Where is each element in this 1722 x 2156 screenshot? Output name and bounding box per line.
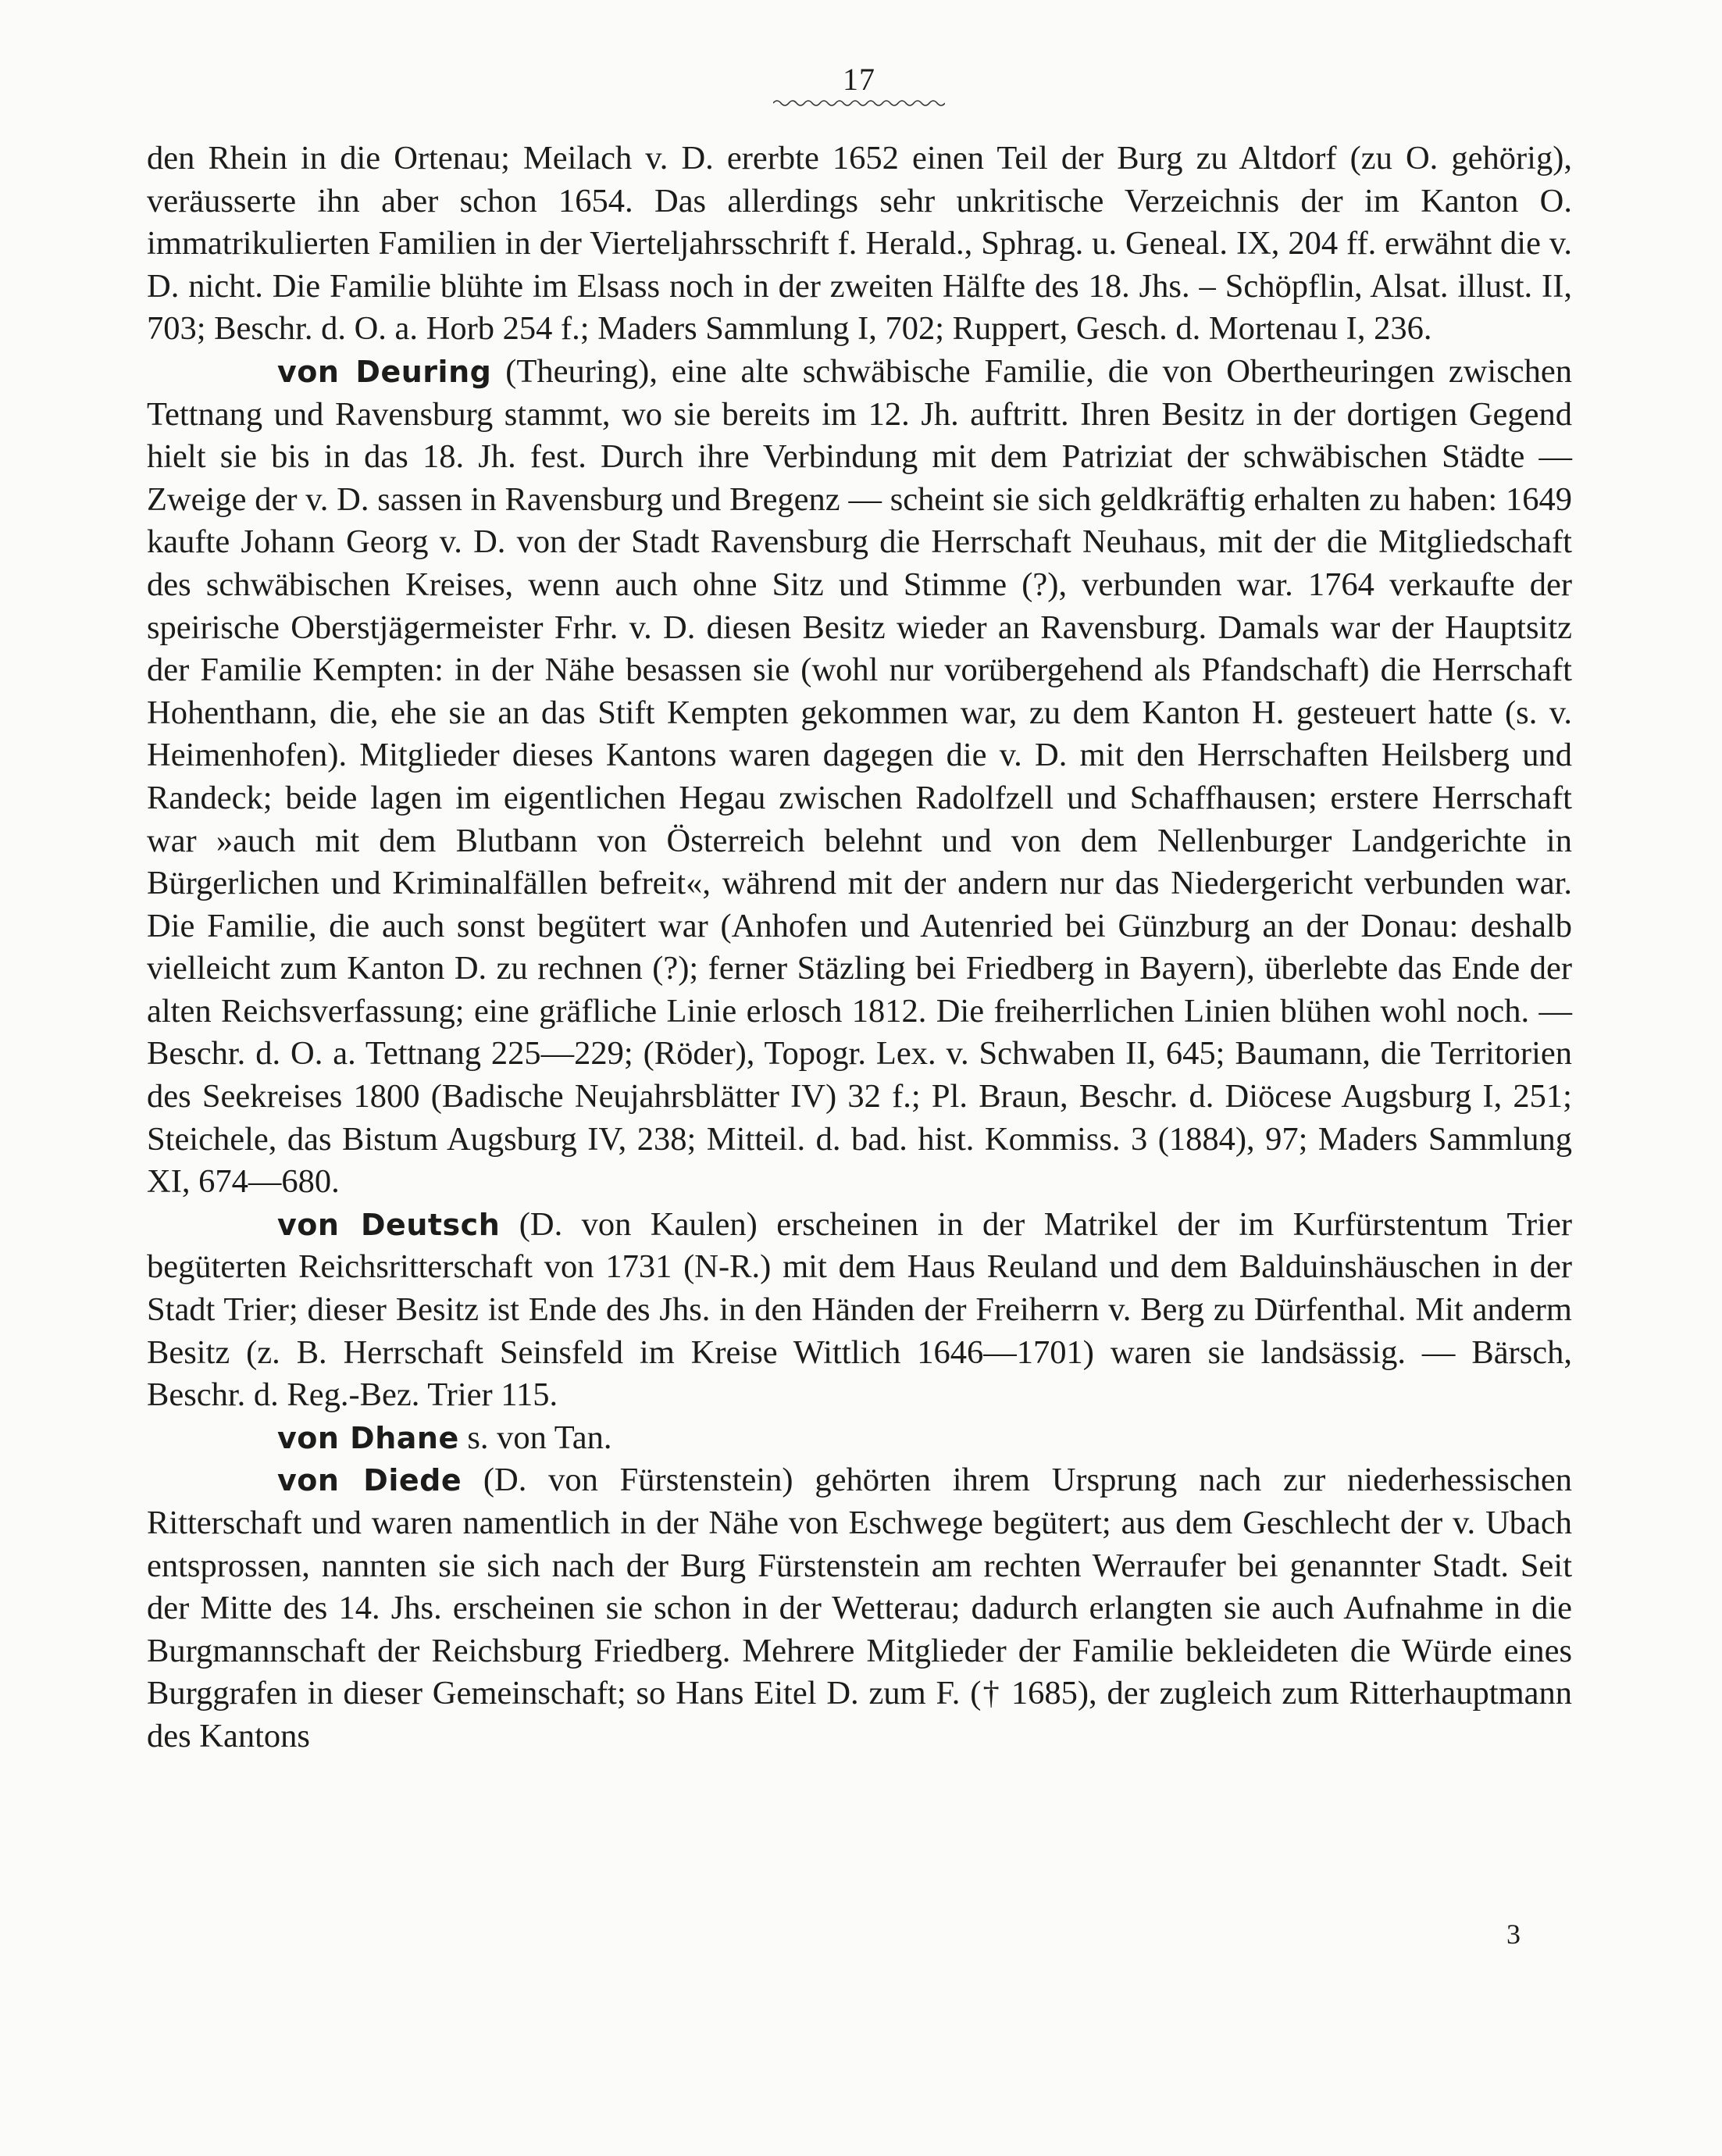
entry-text: s. von Tan. [458,1419,612,1456]
entry-name: von Deuring [277,354,492,389]
entry-name: von Dhane [277,1420,459,1455]
entry-name: von Deutsch [277,1207,501,1242]
entry-von-deutsch [147,1204,1572,1417]
entry-von-diede [147,1459,1572,1758]
page-number: 17 [843,62,875,97]
entry-von-dhane [147,1417,1572,1460]
entry-text: (D. von Fürstenstein) gehörten ihrem Ursprung nach zur niederhessischen Ritterschaft und waren namentlich in der Nähe von Eschwege begütert; aus dem Geschlecht der v. Ubach entsprossen, nannten sie sich nach der Burg Fürstenstein am rechten Werraufer bei genannter Stadt. Seit der Mitte des 14. Jhs. erscheinen sie schon in der Wetterau; dadurch erlangten sie auch Aufnahme in die Burgmannschaft der Reichsburg Friedberg. Mehrere Mitglieder der Familie bekleideten die Würde eines Burggrafen in dieser Gemeinschaft; so Hans Eitel D. zum F. († 1685), der zugleich zum Ritterhauptmann des Kantons [147,1462,1572,1754]
entry-von-deuring [147,351,1572,1204]
signature-mark: 3 [1506,1919,1521,1950]
entry-text: (Theuring), eine alte schwäbische Familie, die von Obertheuringen zwischen Tettnang und Ravensburg stammt, wo sie bereits im 12. Jh. auftritt. Ihren Besitz in der dortigen Gegend hielt sie bis in das 18. Jh. fest. Durch ihre Verbindung mit dem Patriziat der schwäbischen Städte — Zweige der v. D. sassen in Ravensburg und Bregenz — scheint sie sich geldkräftig erhalten zu haben: 1649 kaufte Johann Georg v. D. von der Stadt Ravensburg die Herrschaft Neuhaus, mit der die Mitgliedschaft des schwäbischen Kreises, wenn auch ohne Sitz und Stimme (?), verbunden war. 1764 verkaufte der speirische Oberstjägermeister Frhr. v. D. diesen Besitz wieder an Ravensburg. Damals war der Hauptsitz der Familie Kempten: in der Nähe besassen sie (wohl nur vorübergehend als Pfandschaft) die Herrschaft Hohenthann, die, ehe sie an das Stift Kempten gekommen war, zu dem Kanton H. gesteuert hatte (s. v. Heimenhofen). Mitglieder dieses Kantons waren dagegen die v. D. mit den Herrschaften Heilsberg und Randeck; beide lagen im eigentlichen Hegau zwischen Radolfzell und Schaffhausen; erstere Herrschaft war »auch mit dem Blutbann von Österreich belehnt und von dem Nellenburger Landgerichte in Bürgerlichen und Kriminalfällen befreit«, während mit der andern nur das Niedergericht verbunden war. Die Familie, die auch sonst begütert war (Anhofen und Autenried bei Günzburg an der Donau: deshalb vielleicht zum Kanton D. zu rechnen (?); ferner Stäzling bei Friedberg in Bayern), überlebte das Ende der alten Reichsverfassung; eine gräfliche Linie erlosch 1812. Die freiherrlichen Linien blühen wohl noch. — Beschr. d. O. a. Tettnang 225—229; (Röder), Topogr. Lex. v. Schwaben II, 645; Baumann, die Territorien des Seekreises 1800 (Badische Neujahrsblätter IV) 32 f.; Pl. Braun, Beschr. d. Diöcese Augsburg I, 251; Steichele, das Bistum Augsburg IV, 238; Mitteil. d. bad. hist. Kommiss. 3 (1884), 97; Maders Sammlung XI, 674—680. [147,352,1573,1201]
paragraph-continuation [147,137,1572,351]
entry-name: von Diede [277,1463,462,1498]
paragraph-text: den Rhein in die Ortenau; Meilach v. D. ererbte 1652 einen Teil der Burg zu Altdorf (zu O. gehörig), veräusserte ihn aber schon 1654. Das allerdings sehr unkritische Verzeichnis der im Kanton O. immatrikulierten Familien in der Vierteljahrsschrift f. Herald., Sphrag. u. Geneal. IX, 204 ff. erwähnt die v. D. nicht. Die Familie blühte im Elsass noch in der zweiten Hälfte des 18. Jhs. – Schöpflin, Alsat. illust. II, 703; Beschr. d. O. a. Horb 254 f.; Maders Sammlung I, 702; Ruppert, Gesch. d. Mortenau I, 236. [147,140,1572,348]
entry-text: (D. von Kaulen) erscheinen in der Matrikel der im Kurfürstentum Trier begüterten Reichsritterschaft von 1731 (N-R.) mit dem Haus Reuland und dem Balduinshäuschen in der Stadt Trier; dieser Besitz ist Ende des Jhs. in den Händen der Freiherrn v. Berg zu Dürfenthal. Mit anderm Besitz (z. B. Herrschaft Seinsfeld im Kreise Wittlich 1646—1701) waren sie landsässig. — Bärsch, Beschr. d. Reg.-Bez. Trier 115. [147,1205,1572,1414]
wavy-rule-ornament [773,97,945,109]
main-text [147,137,1572,1758]
